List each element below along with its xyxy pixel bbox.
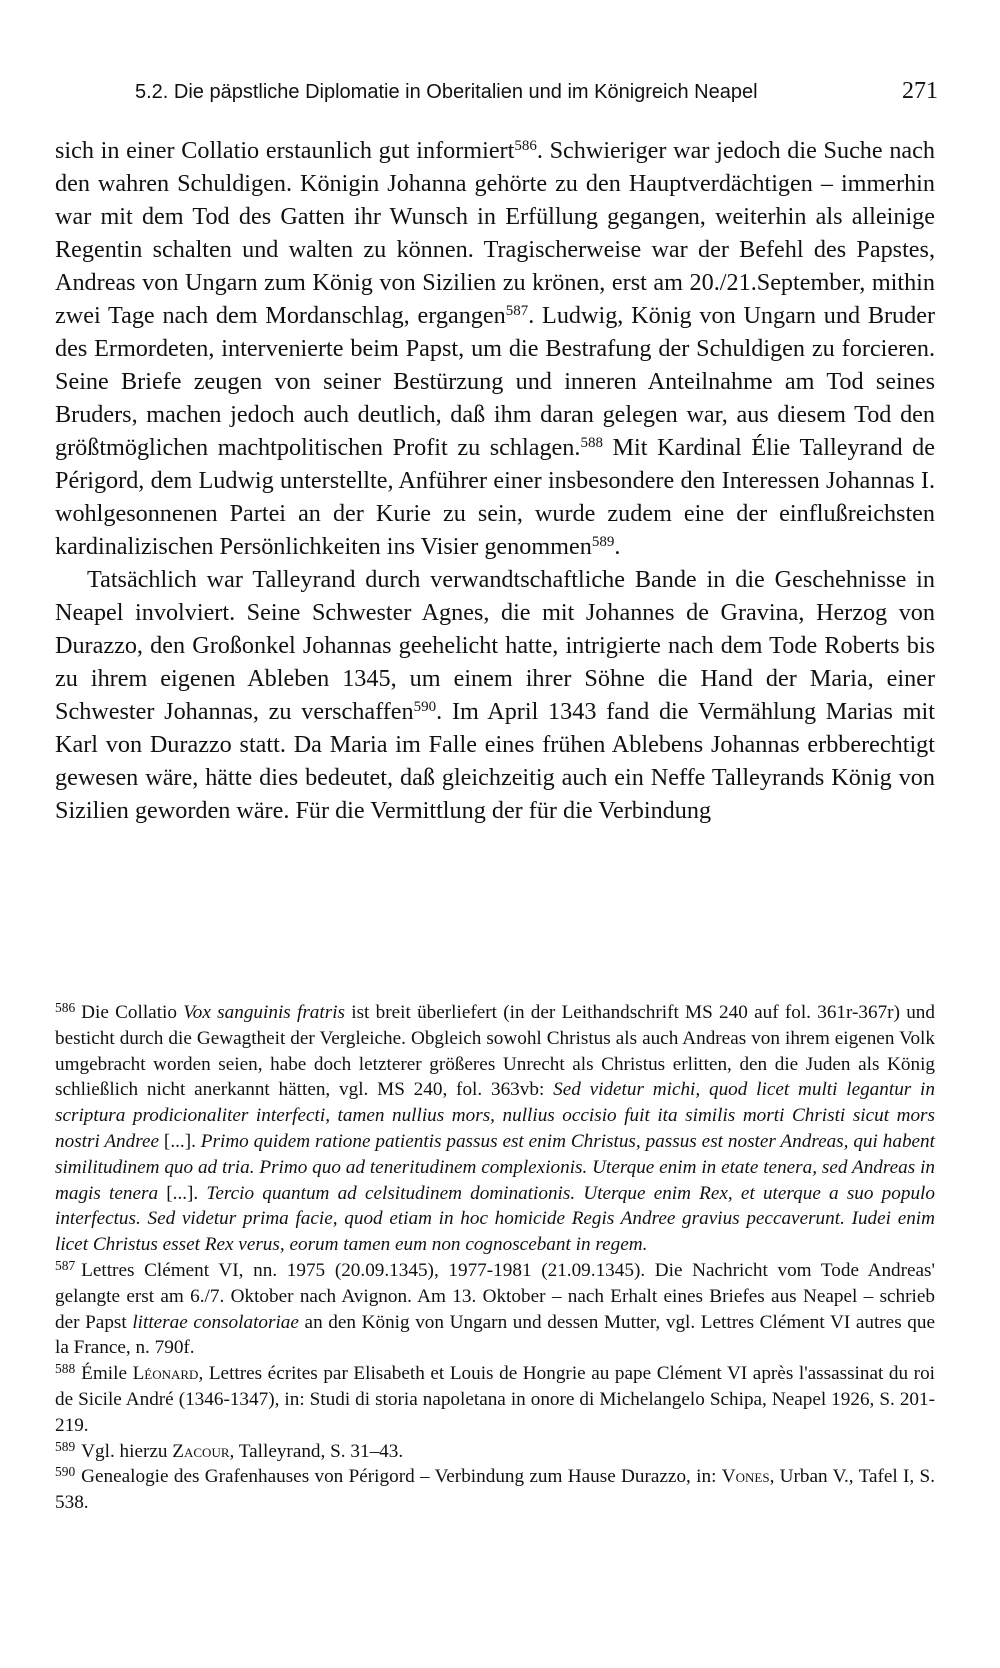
text-run: ist breit überliefert (in der Leithandschrift MS 240 auf fol. 361r-367r) und besticht durch die Gewagtheit der Vergleiche. Obgleich sowohl Christus als auch Andreas von ihrem eigenen Volk umgebracht worden seien, habe doch letzterer größeres Unrecht als Christus erlitten, den die Juden als König schließlich nicht anerkannt hätten, vgl. MS 240, fol. 363vb:	[55, 1002, 935, 1101]
footnote-589	[55, 1439, 935, 1465]
text-run: [...].	[158, 1182, 207, 1204]
text-run: , Talleyrand, S. 31–43.	[229, 1440, 404, 1462]
text-run: Tatsächlich war Talleyrand durch verwandtschaftliche Bande in die Geschehnisse in Neapel involviert. Seine Schwester Agnes, die mit Johannes de Gravina, Herzog von Durazzo, den Großonkel Johannas geehelicht hatte, intrigierte nach dem Tode Roberts bis zu ihrem eigenen Ableben 1345, um einem ihrer Söhne die Hand der Maria, einer Schwester Johannas, zu verschaffen	[55, 566, 935, 725]
italic-run: Vox sanguinis fratris	[183, 1002, 345, 1023]
text-run: sich in einer Collatio erstaunlich gut informiert	[55, 137, 515, 164]
text-run: . Ludwig, König von Ungarn und Bruder des Ermordeten, intervenierte beim Papst, um die Bestrafung der Schuldigen zu forcieren. Seine Briefe zeugen von seiner Bestürzung und inneren Anteilnahme am Tod seines Bruders, machen jedoch auch deutlich, daß ihm daran gelegen war, aus diesem Tod den größtmöglichen machtpolitischen Profit zu schlagen.	[55, 302, 935, 461]
text-run: Die Collatio	[81, 1002, 184, 1023]
footnote-ref-589[interactable]: 589	[591, 533, 615, 550]
author-name: Léonard	[132, 1363, 199, 1385]
running-header	[135, 78, 938, 105]
text-run: Vgl. hierzu	[81, 1440, 173, 1462]
page-number: 271	[902, 78, 938, 104]
text-run: , Lettres écrites par Elisabeth et Louis de Hongrie au pape Clément VI après l'assassinat du roi de Sicile André (1346-1347), in: Studi di storia napoletana in onore di Michelangelo Schipa, Neapel 1926, S. 201-219.	[55, 1363, 935, 1436]
footnote-ref-588[interactable]: 588	[580, 434, 603, 451]
text-run: Mit Kardinal Élie Talleyrand de Périgord, dem Ludwig unterstellte, Anführer einer insbesondere den Interessen Johannas I. wohlgesonnenen Partei an der Kurie zu sein, wurde zudem eine der einflußreichsten kardinalizischen Persönlichkeiten ins Visier genommen	[55, 434, 935, 560]
footnote-588	[55, 1361, 935, 1438]
text-run: Lettres Clément VI, nn. 1975 (20.09.1345), 1977-1981 (21.09.1345). Die Nachricht vom Tode Andreas' gelangte erst am 6./7. Oktober nach Avignon. Am 13. Oktober – nach Erhalt eines Briefes aus Neapel – schrieb der Papst	[55, 1259, 935, 1333]
text-run: [...].	[159, 1130, 201, 1152]
text-run: , Urban V., Tafel I, S. 538.	[55, 1466, 935, 1514]
footnote-ref-586[interactable]: 586	[514, 137, 537, 154]
paragraph-2	[55, 563, 935, 827]
footnote-number: 587	[55, 1257, 76, 1273]
footnote-586	[55, 1000, 935, 1258]
main-text	[55, 134, 935, 827]
footnote-ref-590[interactable]: 590	[413, 698, 437, 715]
text-run: Émile	[81, 1363, 133, 1385]
footnote-587	[55, 1258, 935, 1361]
italic-run: Sed videtur michi, quod licet multi legantur in scriptura prodicionaliter interfecti, tamen nullius mors, nullius occisio fuit ita similis morti Christi sicut mors nostri Andree	[55, 1079, 935, 1152]
text-run: . Schwieriger war jedoch die Suche nach den wahren Schuldigen. Königin Johanna gehörte zu den Hauptverdächtigen – immerhin war mit dem Tod des Gatten ihr Wunsch in Erfüllung gegangen, weiterhin als alleinige Regentin schalten und walten zu können. Tragischerweise war der Befehl des Papstes, Andreas von Ungarn zum König von Sizilien zu krönen, erst am 20./21.September, mithin zwei Tage nach dem Mordanschlag, ergangen	[55, 137, 935, 329]
italic-run: litterae consolatoriae	[132, 1311, 299, 1333]
text-run: . Im April 1343 fand die Vermählung Marias mit Karl von Durazzo statt. Da Maria im Falle eines frühen Ablebens Johannas erbberechtigt gewesen wäre, hätte dies bedeutet, daß gleichzeitig auch ein Neffe Talleyrands König von Sizilien geworden wäre. Für die Vermittlung der für die Verbindung	[55, 698, 935, 824]
author-name: Vones	[721, 1466, 770, 1488]
footnote-number: 590	[55, 1464, 76, 1480]
italic-run: Tercio quantum ad celsitudinem dominationis. Uterque enim Rex, et uterque a suo populo interfectus. Sed videtur prima facie, quod etiam in hoc homicide Regis Andree gravius peccaverunt. Iudei enim licet Christus esset Rex verus, eorum tamen eum non cognoscebant in regem.	[55, 1182, 935, 1256]
footnotes	[55, 1000, 935, 1516]
italic-run: Primo quidem ratione patientis passus est enim Christus, passus est noster Andreas, qui habent similitudinem quo ad tria. Primo quo ad teneritudinem complexionis. Uterque enim in etate tenera, sed Andreas in magis tenera	[55, 1130, 935, 1204]
author-name: Zacour	[172, 1440, 230, 1462]
footnote-number: 588	[55, 1361, 76, 1377]
text-run: an den König von Ungarn und dessen Mutter, vgl. Lettres Clément VI autres que la France, n. 790f.	[55, 1311, 935, 1359]
footnote-number: 589	[55, 1438, 76, 1454]
running-title: 5.2. Die päpstliche Diplomatie in Oberitalien und im Königreich Neapel	[135, 81, 758, 103]
footnote-number: 586	[55, 999, 76, 1015]
text-run: Genealogie des Grafenhauses von Périgord – Verbindung zum Hause Durazzo, in:	[81, 1466, 722, 1488]
paragraph-1	[55, 134, 935, 563]
footnote-ref-587[interactable]: 587	[505, 302, 529, 319]
footnote-590	[55, 1464, 935, 1516]
text-run: .	[614, 533, 621, 560]
